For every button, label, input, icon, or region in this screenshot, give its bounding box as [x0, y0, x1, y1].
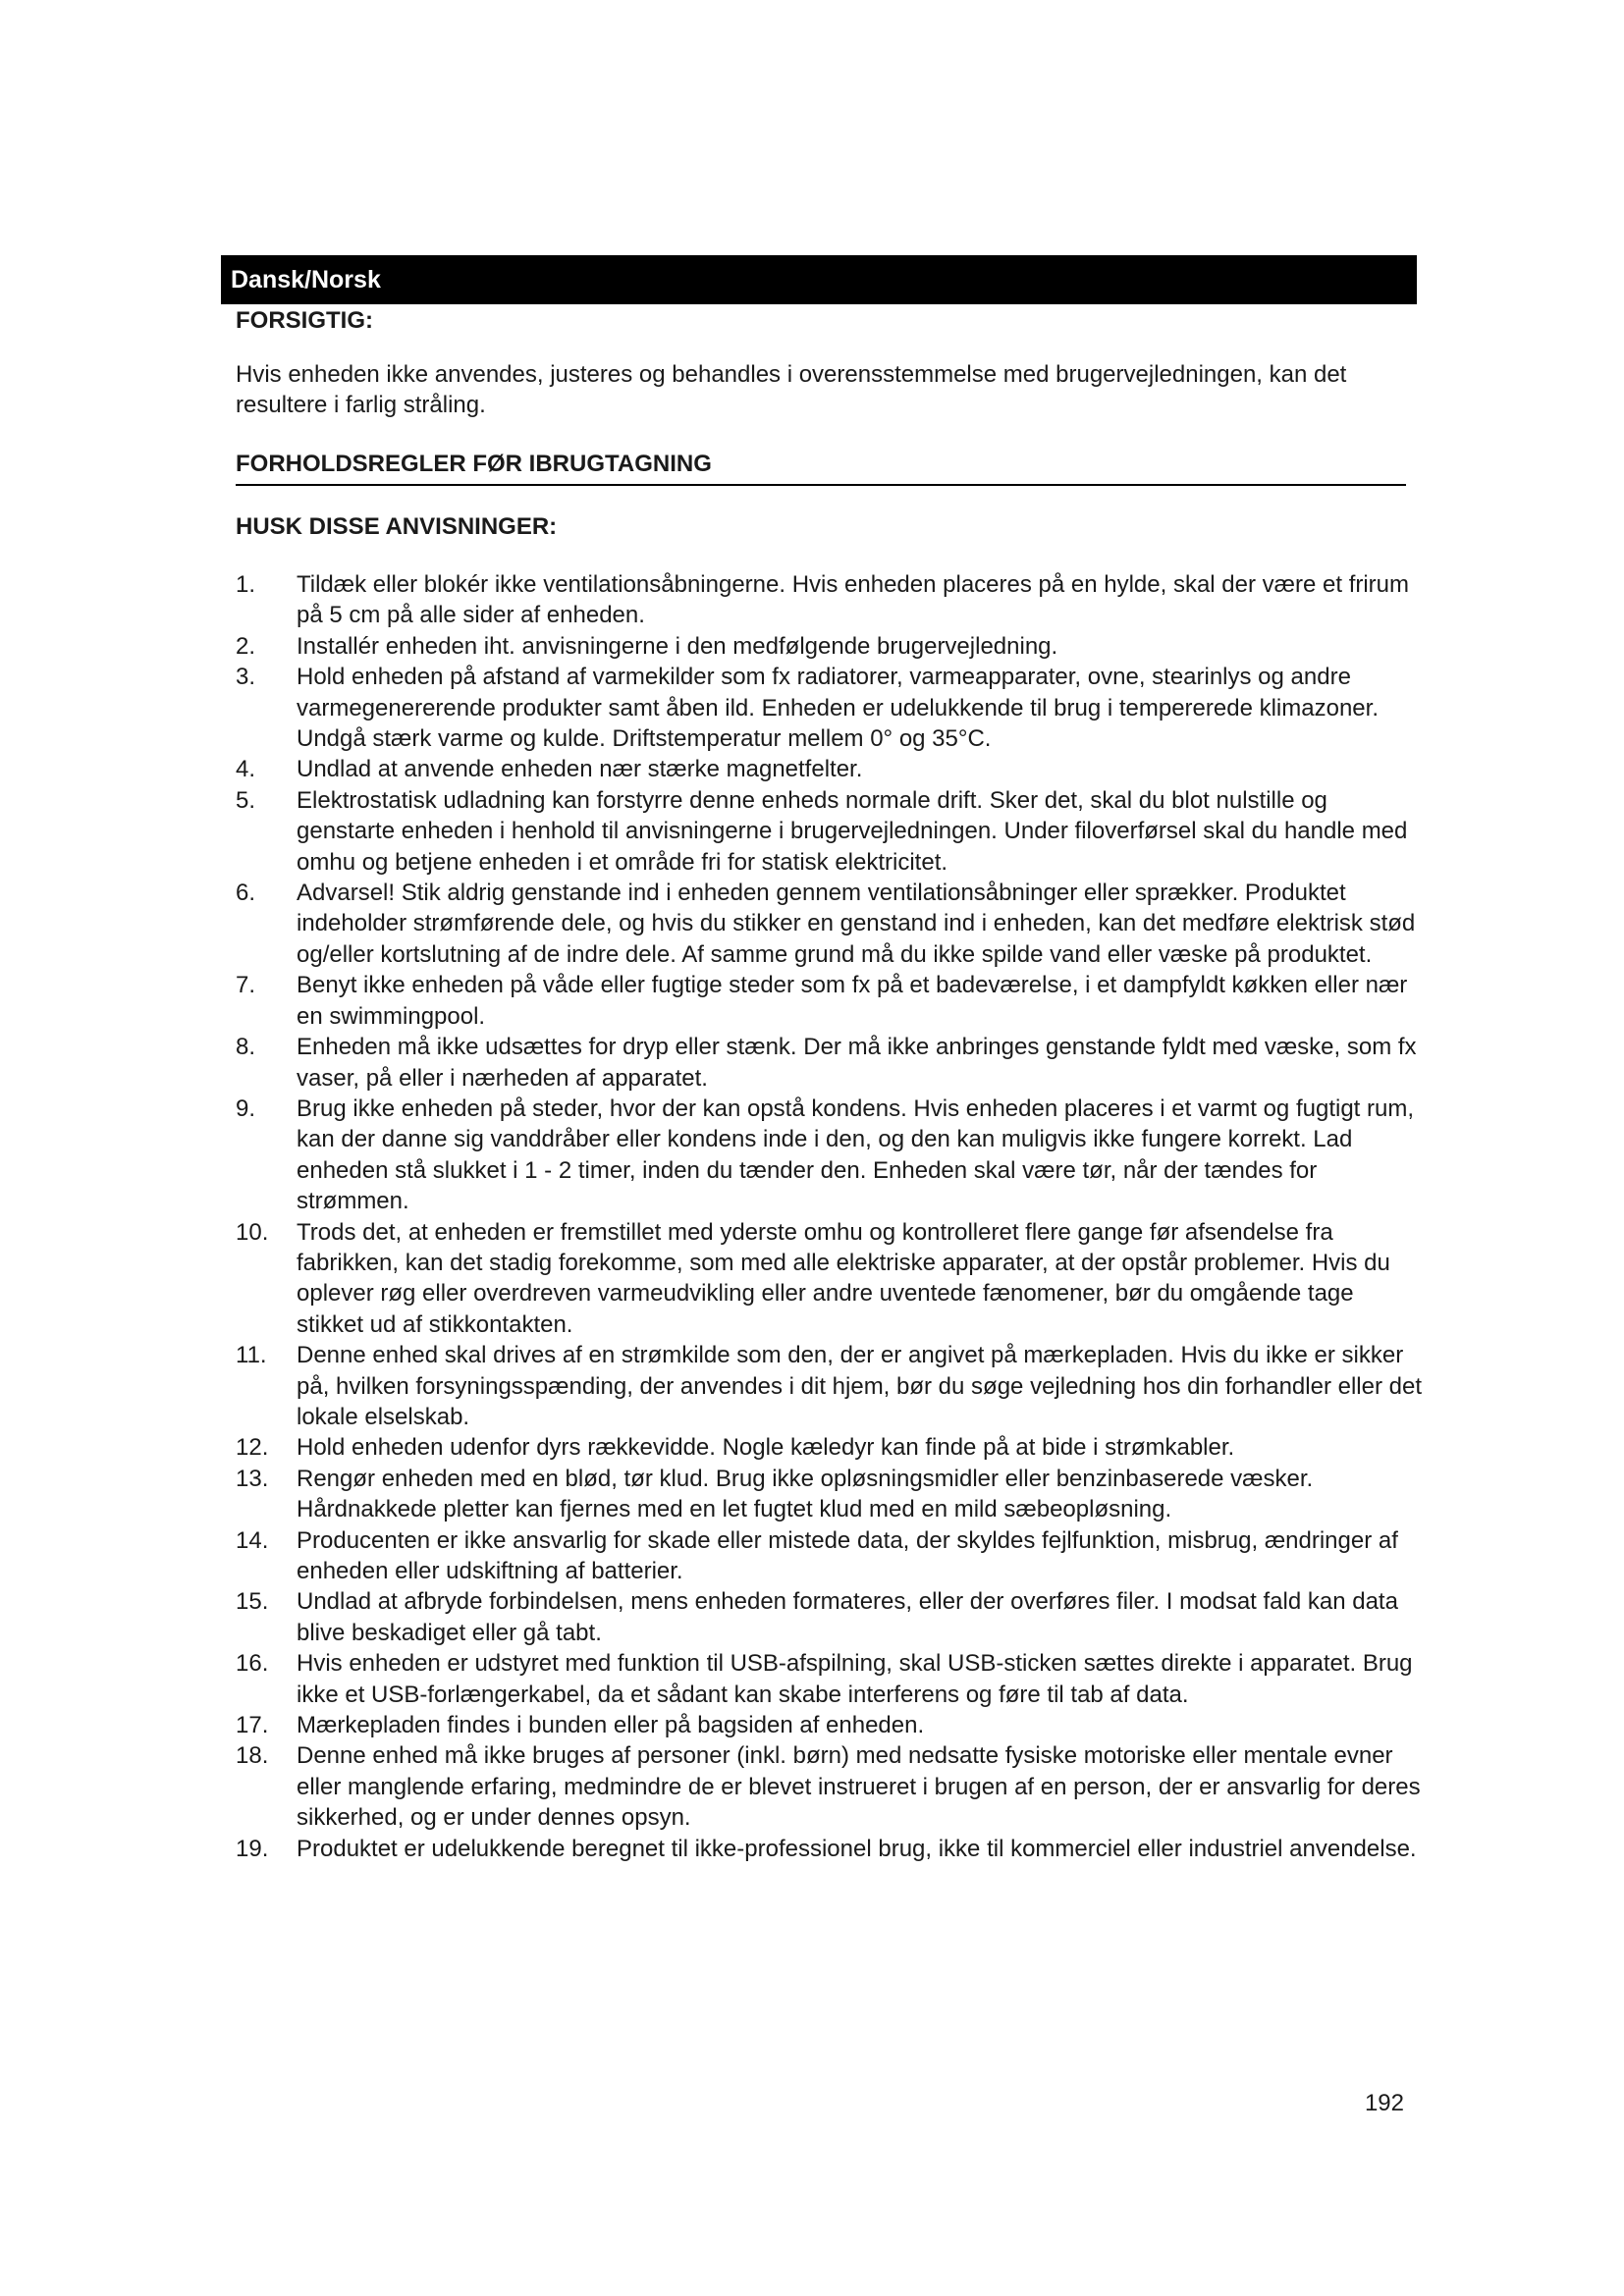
- instruction-number: 17.: [236, 1712, 269, 1739]
- instruction-item: [236, 1094, 1424, 1217]
- instruction-text: Elektrostatisk udladning kan forstyrre denne enheds normale drift. Sker det, skal du blot nulstille og genstarte enheden i henhold til anvisningerne i brugervejledningen. Under filoverførsel skal du handle med omhu og betjene enheden i et område fri for statisk elektricitet.: [297, 786, 1408, 876]
- precautions-heading: FORHOLDSREGLER FØR IBRUGTAGNING: [236, 448, 1406, 486]
- instruction-item: [236, 1464, 1424, 1525]
- caution-heading: FORSIGTIG:: [236, 307, 373, 334]
- instruction-text: Trods det, at enheden er fremstillet med yderste omhu og kontrolleret flere gange før afsendelse fra fabrikken, kan det stadig forekomme, som med alle elektriske apparater, at der opstår problemer. Hvis du oplever røg eller overdreven varmeudvikling eller andre uventede fænomener, bør du omgående tage stikket ud af stikkontakten.: [297, 1218, 1390, 1338]
- instruction-text: Hold enheden på afstand af varmekilder som fx radiatorer, varmeapparater, ovne, stearinlys og andre varmegenererende produkter samt åben ild. Enheden er udelukkende til brug i tempererede klimazoner. Undgå stærk varme og kulde. Driftstemperatur mellem 0° og 35°C.: [297, 664, 1379, 753]
- instruction-body: [297, 1710, 1424, 1740]
- instruction-number: 16.: [236, 1650, 269, 1678]
- instruction-item: [236, 878, 1424, 970]
- instruction-number: 13.: [236, 1465, 269, 1492]
- instruction-body: [297, 1586, 1424, 1648]
- instruction-item: [236, 1834, 1424, 1864]
- instruction-number: 7.: [236, 972, 256, 999]
- instruction-number: 6.: [236, 880, 256, 907]
- instruction-body: [297, 970, 1424, 1032]
- instruction-item: [236, 970, 1424, 1032]
- instruction-body: [297, 1525, 1424, 1587]
- instruction-number: 12.: [236, 1434, 269, 1462]
- instruction-item: [236, 569, 1424, 631]
- instruction-item: [236, 754, 1424, 784]
- language-label: Dansk/Norsk: [231, 266, 381, 294]
- instruction-text: Undlad at afbryde forbindelsen, mens enheden formateres, eller der overføres filer. I modsat fald kan data blive beskadiget eller gå tabt.: [297, 1588, 1398, 1646]
- instruction-text: Advarsel! Stik aldrig genstande ind i enheden gennem ventilationsåbninger eller sprækker. Produktet indeholder strømførende dele, og hvis du stikker en genstand ind i enheden, kan det medføre elektrisk stød og/eller kortslutning af de indre dele. Af samme grund må du ikke spilde vand eller væske på produktet.: [297, 880, 1416, 968]
- instruction-body: [297, 785, 1424, 878]
- instruction-number: 18.: [236, 1742, 269, 1770]
- instruction-text: Hvis enheden er udstyret med funktion til USB-afspilning, skal USB-sticken sættes direkte i apparatet. Brug ikke et USB-forlængerkabel, da et sådant kan skabe interferens og føre til tab af data.: [297, 1650, 1413, 1708]
- page-number: 192: [1364, 2090, 1404, 2116]
- instruction-body: [297, 1432, 1424, 1463]
- instruction-body: [297, 1217, 1424, 1341]
- instruction-body: [297, 631, 1424, 662]
- instruction-number: 9.: [236, 1095, 256, 1122]
- instruction-number: 10.: [236, 1218, 269, 1246]
- instruction-number: 5.: [236, 786, 256, 814]
- instruction-text: Enheden må ikke udsættes for dryp eller stænk. Der må ikke anbringes genstande fyldt med væske, som fx vaser, på eller i nærheden af apparatet.: [297, 1034, 1417, 1092]
- instruction-item: [236, 785, 1424, 878]
- instruction-body: [297, 878, 1424, 970]
- remember-heading: HUSK DISSE ANVISNINGER:: [236, 513, 558, 540]
- instruction-number: 8.: [236, 1034, 256, 1061]
- instruction-text: Undlad at anvende enheden nær stærke magnetfelter.: [297, 756, 863, 783]
- instruction-body: [297, 754, 1424, 784]
- instruction-text: Brug ikke enheden på steder, hvor der kan opstå kondens. Hvis enheden placeres i et varmt og fugtigt rum, kan der danne sig vanddråber eller kondens inde i den, og den kan muligvis ikke fungere korrekt. Lad enheden stå slukket i 1 - 2 timer, inden du tænder den. Enheden skal være tør, når der tændes for strømmen.: [297, 1095, 1414, 1215]
- instruction-body: [297, 1094, 1424, 1217]
- instruction-body: [297, 662, 1424, 754]
- instruction-body: [297, 1740, 1424, 1833]
- instruction-text: Tildæk eller blokér ikke ventilationsåbningerne. Hvis enheden placeres på en hylde, skal der være et frirum på 5 cm på alle sider af enheden.: [297, 571, 1410, 629]
- instruction-number: 3.: [236, 664, 256, 691]
- instruction-item: [236, 1432, 1424, 1463]
- instruction-number: 14.: [236, 1526, 269, 1554]
- instruction-body: [297, 569, 1424, 631]
- instruction-extra-text: Hårdnakkede pletter kan fjernes med en let fugtet klud med en mild sæbeopløsning.: [297, 1496, 1172, 1523]
- caution-text: Hvis enheden ikke anvendes, justeres og behandles i overensstemmelse med brugervejledningen, kan det resultere i farlig stråling.: [236, 361, 1347, 418]
- instruction-text: Denne enhed skal drives af en strømkilde som den, der er angivet på mærkepladen. Hvis du ikke er sikker på, hvilken forsyningsspænding, der anvendes i dit hjem, bør du søge vejledning hos din forhandler eller det lokale elselskab.: [297, 1342, 1422, 1430]
- instruction-text: Producenten er ikke ansvarlig for skade eller mistede data, der skyldes fejlfunktion, misbrug, ændringer af enheden eller udskiftning af batterier.: [297, 1526, 1398, 1584]
- instruction-text: Rengør enheden med en blød, tør klud. Brug ikke opløsningsmidler eller benzinbaserede væsker.: [297, 1465, 1314, 1492]
- instruction-number: 1.: [236, 571, 256, 598]
- instruction-item: [236, 1217, 1424, 1341]
- instruction-number: 19.: [236, 1835, 269, 1862]
- instruction-body: [297, 1032, 1424, 1094]
- instruction-text: Installér enheden iht. anvisningerne i den medfølgende brugervejledning.: [297, 632, 1058, 660]
- instruction-item: [236, 631, 1424, 662]
- instruction-item: [236, 1340, 1424, 1432]
- instruction-number: 4.: [236, 756, 256, 783]
- instruction-item: [236, 1710, 1424, 1740]
- instruction-item: [236, 1648, 1424, 1710]
- instruction-item: [236, 1032, 1424, 1094]
- instruction-text: Hold enheden udenfor dyrs rækkevidde. Nogle kæledyr kan finde på at bide i strømkabler.: [297, 1434, 1235, 1462]
- instruction-body: [297, 1648, 1424, 1710]
- instruction-number: 11.: [236, 1342, 267, 1369]
- instruction-text: Produktet er udelukkende beregnet til ikke-professionel brug, ikke til kommerciel eller industriel anvendelse.: [297, 1835, 1417, 1862]
- instruction-text: Mærkepladen findes i bunden eller på bagsiden af enheden.: [297, 1712, 925, 1739]
- instruction-body: [297, 1834, 1424, 1864]
- instruction-item: [236, 1586, 1424, 1648]
- instruction-text: Denne enhed må ikke bruges af personer (inkl. børn) med nedsatte fysiske motoriske eller mentale evner eller manglende erfaring, medmindre de er blevet instrueret i brugen af en person, der er ansvarlig for deres sikkerhed, og er under dennes opsyn.: [297, 1742, 1421, 1832]
- language-header-bar: [221, 255, 1417, 304]
- instruction-item: [236, 662, 1424, 754]
- instructions-list: [236, 569, 1424, 1864]
- instruction-item: [236, 1525, 1424, 1587]
- instruction-text: Benyt ikke enheden på våde eller fugtige steder som fx på et badeværelse, i et dampfyldt køkken eller nær en swimmingpool.: [297, 972, 1408, 1030]
- instruction-item: [236, 1740, 1424, 1833]
- instruction-body: [297, 1340, 1424, 1432]
- instruction-number: 15.: [236, 1588, 269, 1616]
- instruction-number: 2.: [236, 632, 256, 660]
- instruction-body: [297, 1464, 1424, 1525]
